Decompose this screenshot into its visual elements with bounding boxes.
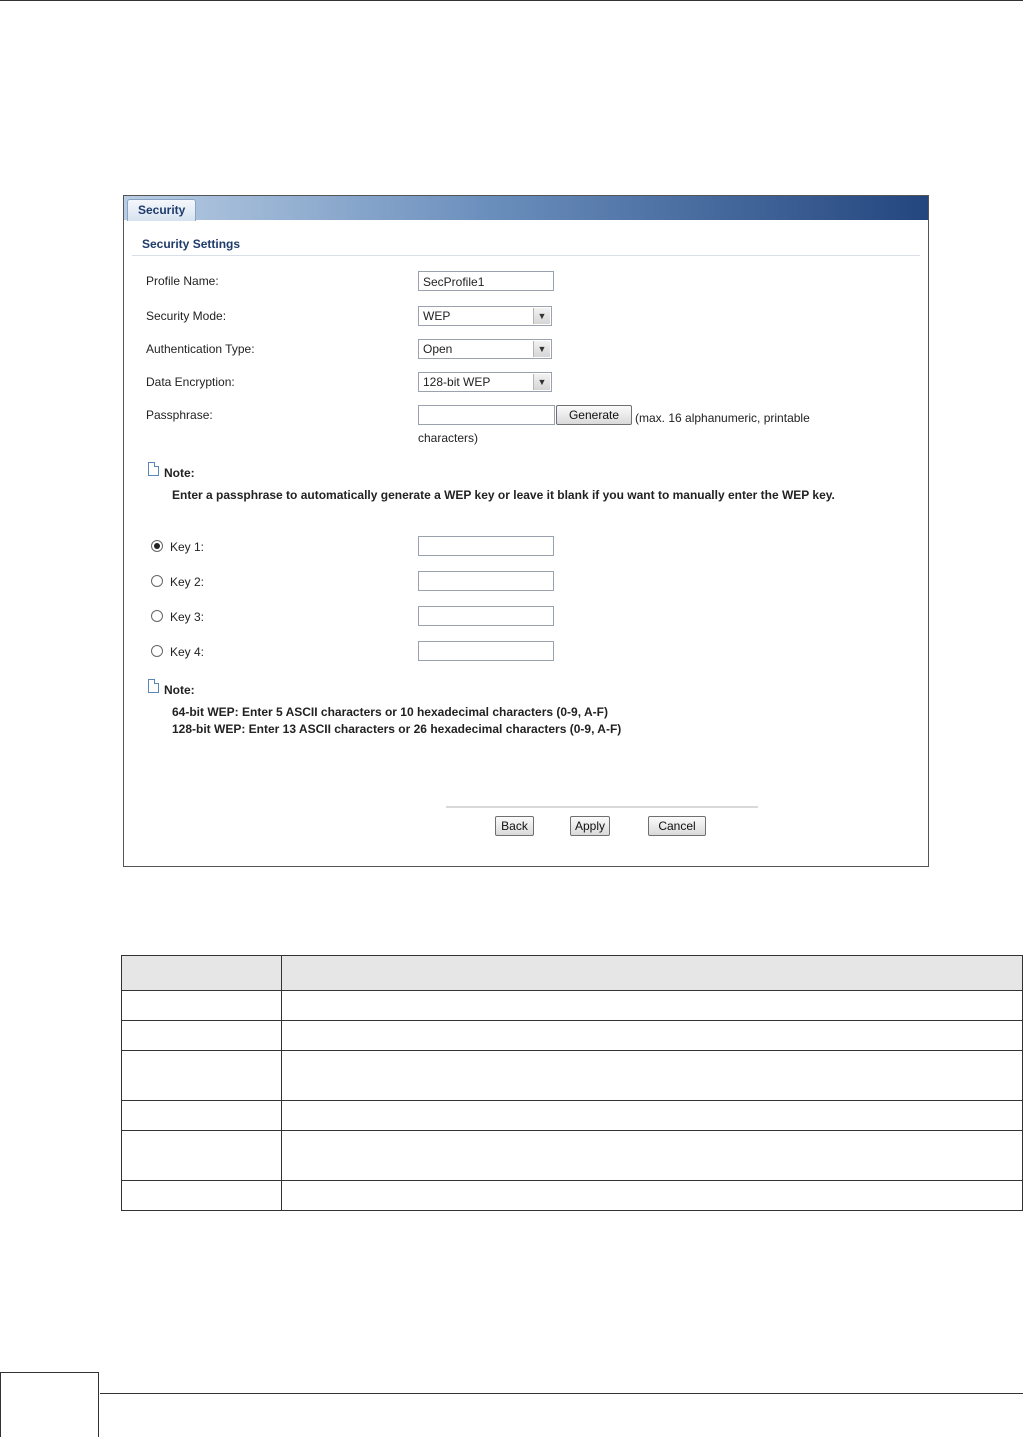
table-cell <box>282 1051 1023 1101</box>
key3-input[interactable] <box>418 606 554 626</box>
section-title: Security Settings <box>142 237 241 251</box>
table-cell <box>282 991 1023 1021</box>
note-icon <box>148 462 159 476</box>
table-row <box>122 1131 1023 1181</box>
auth-type-value: Open <box>423 342 453 356</box>
table-cell <box>122 1051 282 1101</box>
security-mode-label: Security Mode: <box>146 309 227 323</box>
table-cell <box>122 991 282 1021</box>
key4-radio[interactable] <box>151 645 163 657</box>
note-text: Enter a passphrase to automatically generate a WEP key or leave it blank if you want to manually enter the WEP key. <box>172 488 835 502</box>
table-cell <box>122 1021 282 1051</box>
security-screenshot <box>123 195 929 867</box>
profile-name-label: Profile Name: <box>146 274 219 288</box>
passphrase-input[interactable] <box>418 405 555 425</box>
data-encryption-value: 128-bit WEP <box>423 375 491 389</box>
chevron-down-icon: ▼ <box>533 341 550 357</box>
table-cell <box>122 1131 282 1181</box>
auth-type-select[interactable] <box>418 339 552 359</box>
passphrase-hint: (max. 16 alphanumeric, printable <box>635 411 810 425</box>
passphrase-hint-cont: characters) <box>418 431 479 445</box>
note-label: Note: <box>164 466 195 480</box>
table-header-cell <box>282 956 1023 991</box>
table-cell <box>122 1101 282 1131</box>
table-header-cell <box>122 956 282 991</box>
apply-button[interactable]: Apply <box>570 816 610 836</box>
table-row <box>122 1021 1023 1051</box>
table-cell <box>282 1181 1023 1211</box>
table-row <box>122 991 1023 1021</box>
note-line-128bit: 128-bit WEP: Enter 13 ASCII characters or 26 hexadecimal characters (0-9, A-F) <box>172 722 622 736</box>
key4-input[interactable] <box>418 641 554 661</box>
key2-input[interactable] <box>418 571 554 591</box>
cancel-button[interactable]: Cancel <box>648 816 706 836</box>
key2-radio[interactable] <box>151 575 163 587</box>
generate-button[interactable]: Generate <box>556 405 632 425</box>
key2-label: Key 2: <box>170 575 205 589</box>
tab-bar <box>124 196 928 220</box>
note-icon <box>148 679 159 693</box>
section-divider <box>132 255 920 256</box>
table-cell <box>282 1101 1023 1131</box>
data-encryption-label: Data Encryption: <box>146 375 235 389</box>
table-row <box>122 1181 1023 1211</box>
field-description-table <box>121 955 1023 1211</box>
table-cell <box>122 1181 282 1211</box>
table-header-row <box>122 956 1023 991</box>
note-label: Note: <box>164 683 195 697</box>
key1-input[interactable] <box>418 536 554 556</box>
data-encryption-select[interactable] <box>418 372 552 392</box>
auth-type-label: Authentication Type: <box>146 342 255 356</box>
page-number-box <box>0 1372 99 1437</box>
passphrase-label: Passphrase: <box>146 408 213 422</box>
chevron-down-icon: ▼ <box>533 374 550 390</box>
table-row <box>122 1101 1023 1131</box>
key3-radio[interactable] <box>151 610 163 622</box>
key4-label: Key 4: <box>170 645 205 659</box>
note-line-64bit: 64-bit WEP: Enter 5 ASCII characters or 10 hexadecimal characters (0-9, A-F) <box>172 705 608 719</box>
back-button[interactable]: Back <box>495 816 534 836</box>
key1-radio[interactable] <box>151 540 163 552</box>
chevron-down-icon: ▼ <box>533 308 550 324</box>
table-row <box>122 1051 1023 1101</box>
tab-security[interactable]: Security <box>127 199 196 221</box>
button-divider <box>446 806 758 808</box>
table-cell <box>282 1131 1023 1181</box>
page-top-rule <box>0 0 1023 1</box>
footer-rule <box>100 1393 1023 1394</box>
security-mode-value: WEP <box>423 309 451 323</box>
security-mode-select[interactable] <box>418 306 552 326</box>
profile-name-input[interactable]: SecProfile1 <box>418 271 554 291</box>
table-cell <box>282 1021 1023 1051</box>
key1-label: Key 1: <box>170 540 205 554</box>
key3-label: Key 3: <box>170 610 205 624</box>
